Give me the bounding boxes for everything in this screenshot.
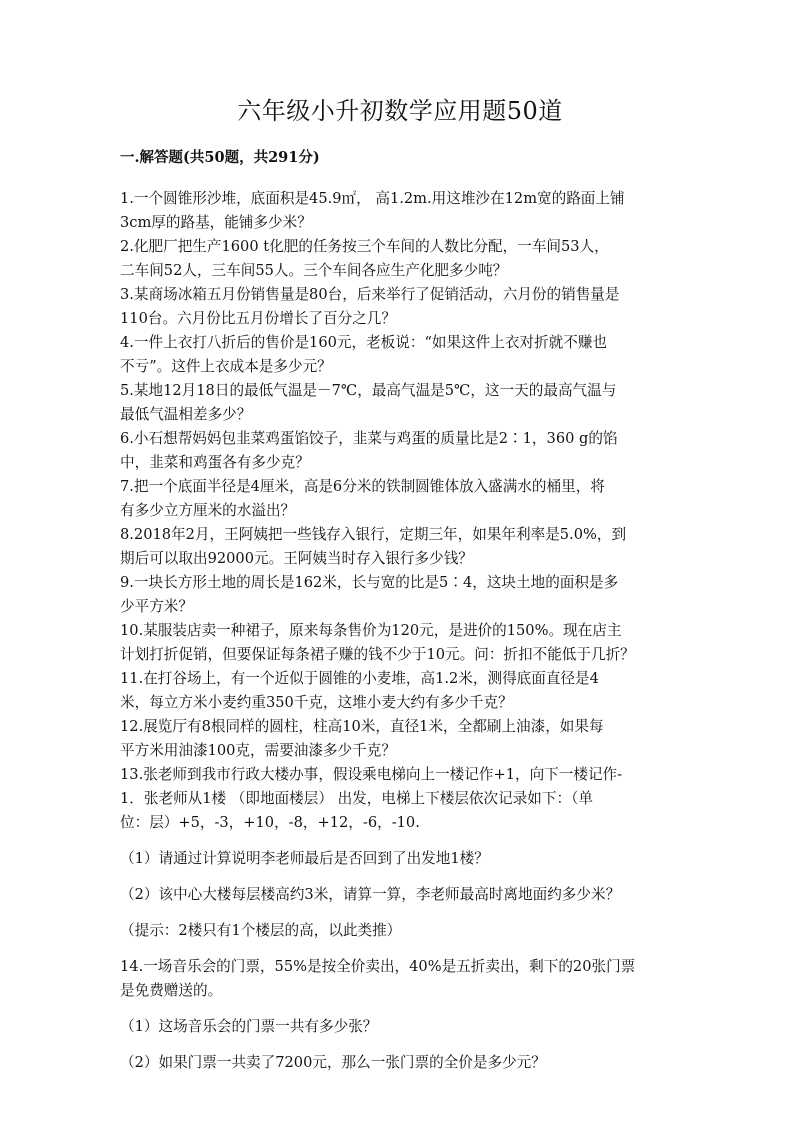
question-line: 4.一件上衣打八折后的售价是160元，老板说：“如果这件上衣对折就不赚也: [120, 334, 608, 351]
question-line: 米，每立方米小麦约重350千克，这堆小麦大约有多少千克？: [120, 694, 513, 711]
question-line: 3cm厚的路基，能铺多少米？: [120, 214, 312, 231]
question-line: 6.小石想帮妈妈包韭菜鸡蛋馅饺子，韭菜与鸡蛋的质量比是2∶1，360 g的馅: [120, 430, 618, 447]
question-line: 12.展览厅有8根同样的圆柱，柱高10米，直径1米，全都刷上油漆，如果每: [120, 718, 604, 735]
question-line: 3.某商场冰箱五月份销售量是80台，后来举行了促销活动，六月份的销售量是: [120, 286, 620, 303]
section-heading: 一.解答题(共50题，共291分): [120, 149, 320, 166]
question-line: 不亏”。这件上衣成本是多少元？: [120, 358, 332, 375]
question-line: 8.2018年2月，王阿姨把一些钱存入银行，定期三年，如果年利率是5.0%，到: [120, 526, 627, 543]
question-line: （2）该中心大楼每层楼高约3米，请算一算，李老师最高时离地面约多少米？: [120, 886, 621, 903]
question-line: 5.某地12月18日的最低气温是－7℃，最高气温是5℃，这一天的最高气温与: [120, 382, 617, 399]
question-line: 1.一个圆锥形沙堆，底面积是45.9㎡， 高1.2m.用这堆沙在12m宽的路面上铺: [120, 190, 625, 207]
question-line: 2.化肥厂把生产1600 t化肥的任务按三个车间的人数比分配，一车间53人，: [120, 238, 609, 255]
question-line: 最低气温相差多少？: [120, 406, 252, 423]
question-line: 中，韭菜和鸡蛋各有多少克？: [120, 454, 310, 471]
question-line: 二车间52人，三车间55人。三个车间各应生产化肥多少吨？: [120, 262, 508, 279]
question-line: （2）如果门票一共卖了7200元，那么一张门票的全价是多少元？: [120, 1054, 546, 1071]
question-line: 9.一块长方形土地的周长是162米，长与宽的比是5∶4，这块土地的面积是多: [120, 574, 619, 591]
question-line: 11.在打谷场上，有一个近似于圆锥的小麦堆，高1.2米，测得底面直径是4: [120, 670, 599, 687]
question-line: 1．张老师从1楼 （即地面楼层） 出发，电梯上下楼层依次记录如下：（单: [120, 790, 593, 807]
question-line: 计划打折促销，但要保证每条裙子赚的钱不少于10元。问：折扣不能低于几折？: [120, 646, 635, 663]
question-line: （1）这场音乐会的门票一共有多少张？: [120, 1018, 378, 1035]
question-line: 是免费赠送的。: [120, 982, 223, 999]
question-line: 7.把一个底面半径是4厘米，高是6分米的铁制圆锥体放入盛满水的桶里，将: [120, 478, 605, 495]
question-line: 有多少立方厘米的水溢出？: [120, 502, 296, 519]
question-line: 期后可以取出92000元。王阿姨当时存入银行多少钱？: [120, 550, 473, 567]
question-line: （1）请通过计算说明李老师最后是否回到了出发地1楼？: [120, 850, 489, 867]
question-line: （提示：2楼只有1个楼层的高，以此类推）: [120, 922, 402, 939]
question-line: 13.张老师到我市行政大楼办事，假设乘电梯向上一楼记作+1，向下一楼记作-: [120, 766, 623, 783]
question-line: 位：层）+5，-3，+10，-8，+12，-6，-10.: [120, 814, 420, 831]
page-title: 六年级小升初数学应用题50道: [237, 97, 563, 125]
question-line: 10.某服装店卖一种裙子，原来每条售价为120元，是进价的150%。现在店主: [120, 622, 622, 639]
question-line: 110台。六月份比五月份增长了百分之几？: [120, 310, 396, 327]
question-line: 平方米用油漆100克，需要油漆多少千克？: [120, 742, 396, 759]
question-line: 14.一场音乐会的门票，55%是按全价卖出，40%是五折卖出，剩下的20张门票: [120, 958, 636, 975]
question-line: 少平方米？: [120, 598, 193, 615]
